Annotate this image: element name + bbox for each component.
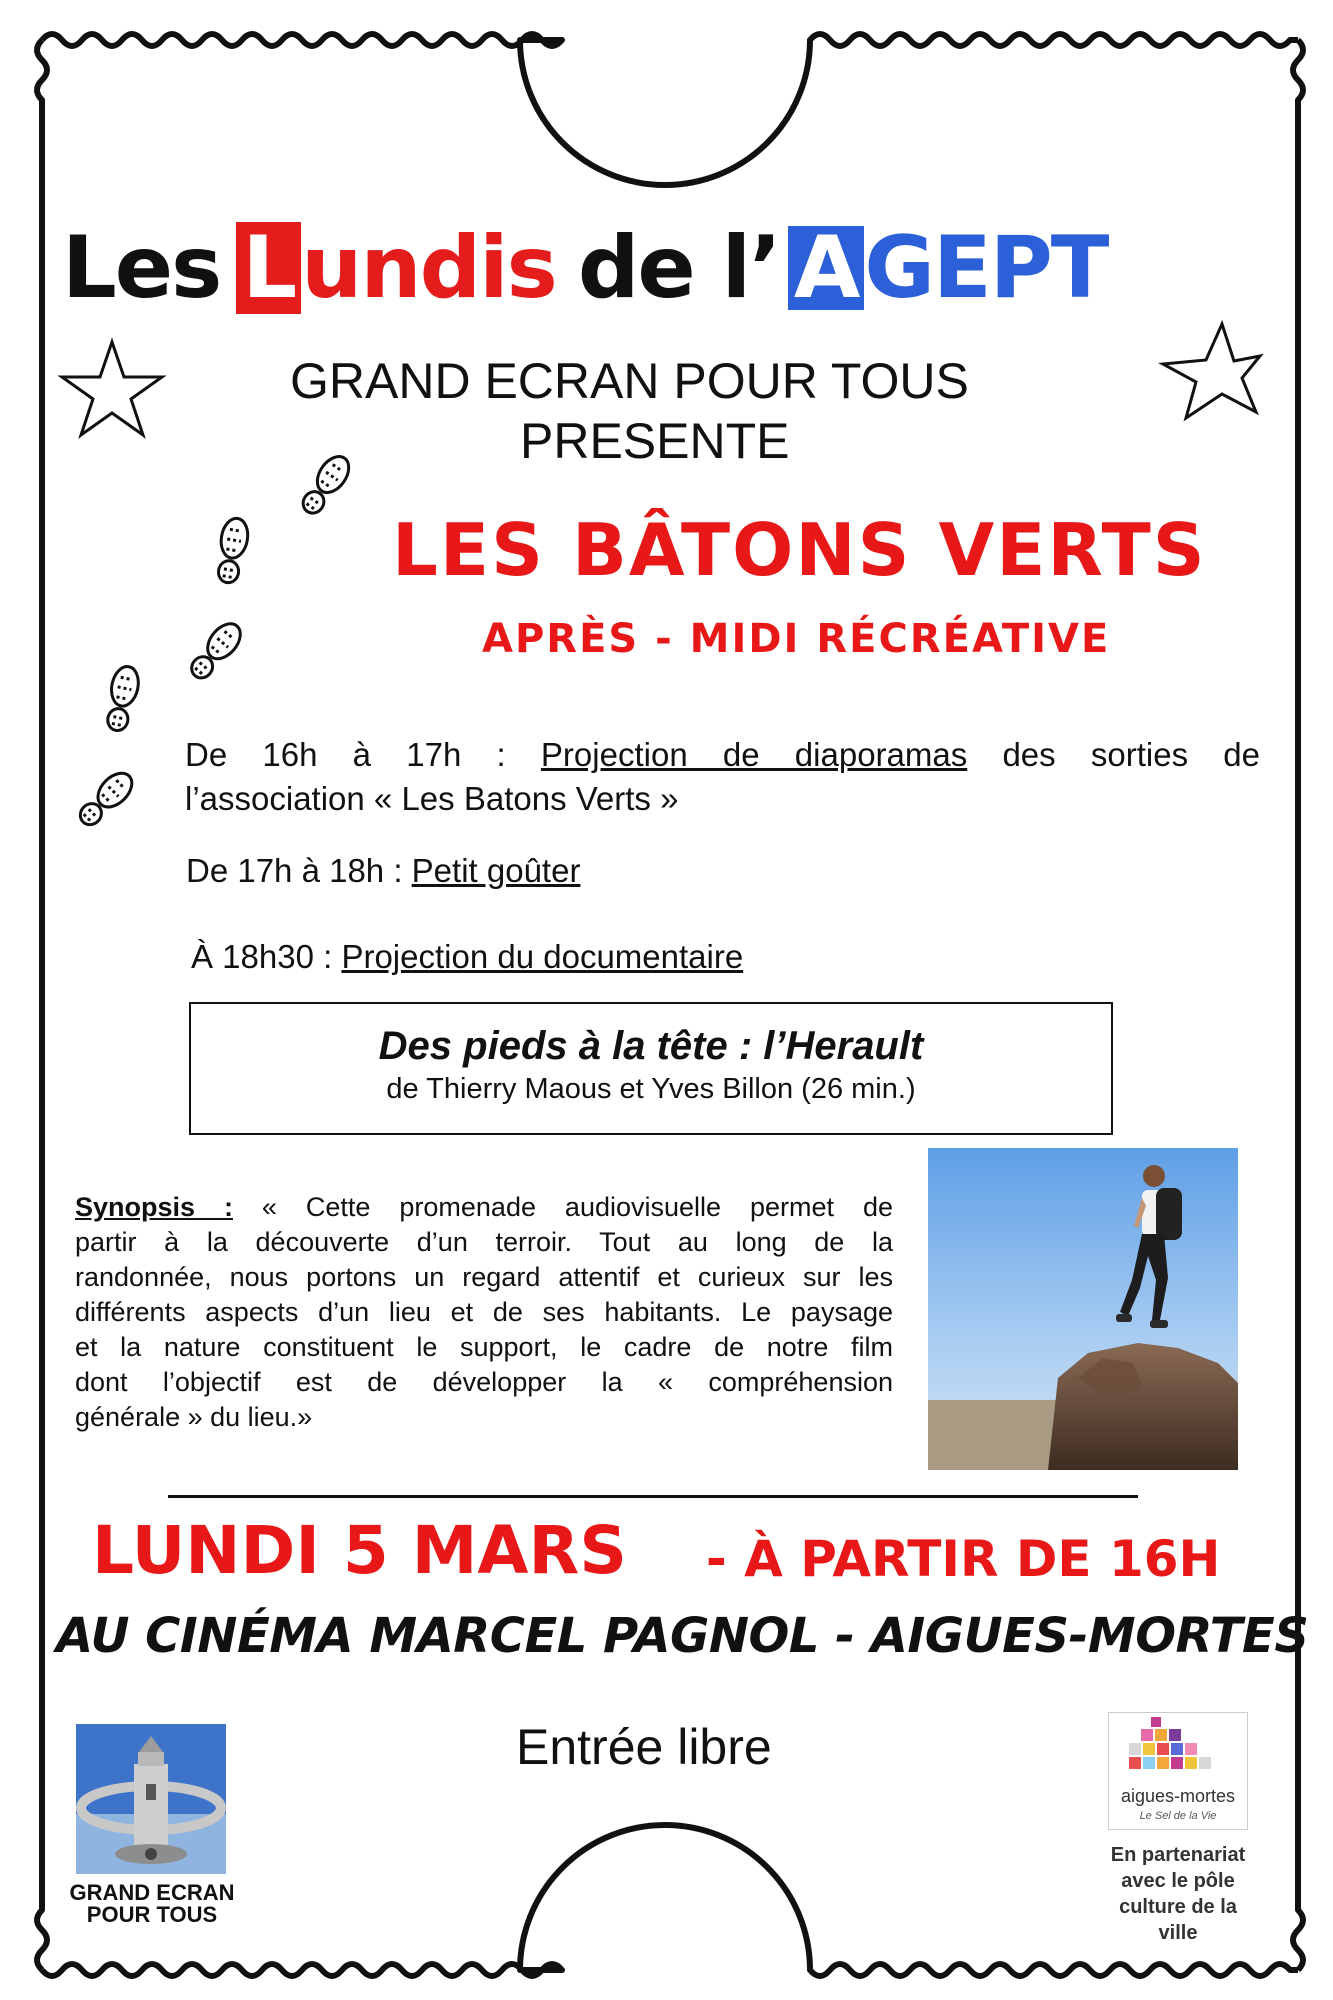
schedule-item-2 [186, 852, 580, 890]
synopsis-line: et la nature constituent le support, le cadre de notre film [75, 1332, 893, 1362]
event-date: LUNDI 5 MARS [92, 1512, 627, 1589]
agept-title [62, 218, 1107, 318]
logo-label-line: GRAND ECRAN [69, 1880, 235, 1905]
partner-line: ville [1158, 1922, 1198, 1944]
film-box [189, 1002, 1113, 1135]
schedule-rest: des sorties de [967, 736, 1260, 773]
footprint-icon [214, 516, 251, 585]
schedule-time: De 16h à 17h : [185, 736, 541, 773]
grand-ecran-label [66, 1882, 238, 1926]
synopsis-line: dont l’objectif est de développer la « compréhension [75, 1367, 893, 1397]
schedule-item-3 [191, 938, 743, 976]
partner-line: avec le pôle [1121, 1870, 1235, 1892]
presenter-name: GRAND ECRAN POUR TOUS [290, 353, 969, 409]
footprint-icon [297, 451, 356, 519]
schedule-activity: Projection de diaporamas [540, 736, 968, 773]
hiker-photo [928, 1148, 1238, 1470]
title-undis: undis [301, 218, 556, 318]
schedule-activity: Petit goûter [411, 852, 581, 889]
synopsis-line: randonnée, nous portons un regard attentif et curieux sur les [75, 1262, 893, 1292]
star-icon [1163, 324, 1260, 418]
title-l-box: L [236, 222, 301, 314]
footprint-icon [103, 664, 142, 733]
schedule-time: À 18h30 : [191, 938, 342, 975]
partner-line: culture de la [1119, 1896, 1237, 1918]
synopsis-line: différents aspects d’un lieu et de ses habitants. Le paysage [75, 1297, 893, 1327]
logo-label-line: POUR TOUS [86, 1902, 218, 1927]
schedule-item-1-cont: l’association « Les Batons Verts » [185, 780, 679, 817]
presenter-presents: PRESENTE [520, 413, 790, 469]
event-title: LES BÂTONS VERTS [392, 508, 1207, 592]
synopsis-line [75, 1190, 893, 1225]
divider [168, 1495, 1138, 1498]
synopsis-line: partir à la découverte d’un terroir. Tout au long de la [75, 1227, 893, 1257]
title-de: de l’ [577, 218, 780, 318]
title-a-box: A [788, 226, 865, 310]
event-start-time: - À PARTIR DE 16H [706, 1530, 1221, 1588]
synopsis-label: Synopsis : [75, 1192, 233, 1222]
event-subtitle: APRÈS - MIDI RÉCRÉATIVE [482, 616, 1111, 662]
aigues-mortes-mosaic [1109, 1713, 1249, 1783]
synopsis-line: générale » du lieu.» [75, 1402, 313, 1432]
aigues-mortes-tagline: Le Sel de la Vie [1139, 1810, 1217, 1822]
schedule-activity: Projection du documentaire [341, 938, 744, 975]
aigues-mortes-name: aigues-mortes [1120, 1786, 1236, 1806]
partnership-note [1090, 1842, 1266, 1946]
partner-line: En partenariat [1110, 1844, 1246, 1866]
footprint-icon [185, 618, 247, 685]
grand-ecran-logo [76, 1724, 226, 1874]
schedule-item-1 [185, 736, 1260, 774]
footprint-icon [74, 767, 138, 831]
event-venue: AU CINÉMA MARCEL PAGNOL - AIGUES-MORTES [56, 1608, 1309, 1664]
star-icon [62, 342, 162, 435]
schedule-time: De 17h à 18h : [186, 852, 412, 889]
film-title: Des pieds à la tête : l’Herault [378, 1024, 924, 1068]
synopsis-text: « Cette promenade audiovisuelle permet de [232, 1192, 894, 1222]
film-credit: de Thierry Maous et Yves Billon (26 min.) [386, 1073, 916, 1105]
synopsis [75, 1190, 893, 1435]
title-gept: GEPT [864, 218, 1108, 318]
entry-info: Entrée libre [516, 1719, 772, 1775]
title-les: Les [62, 218, 221, 318]
